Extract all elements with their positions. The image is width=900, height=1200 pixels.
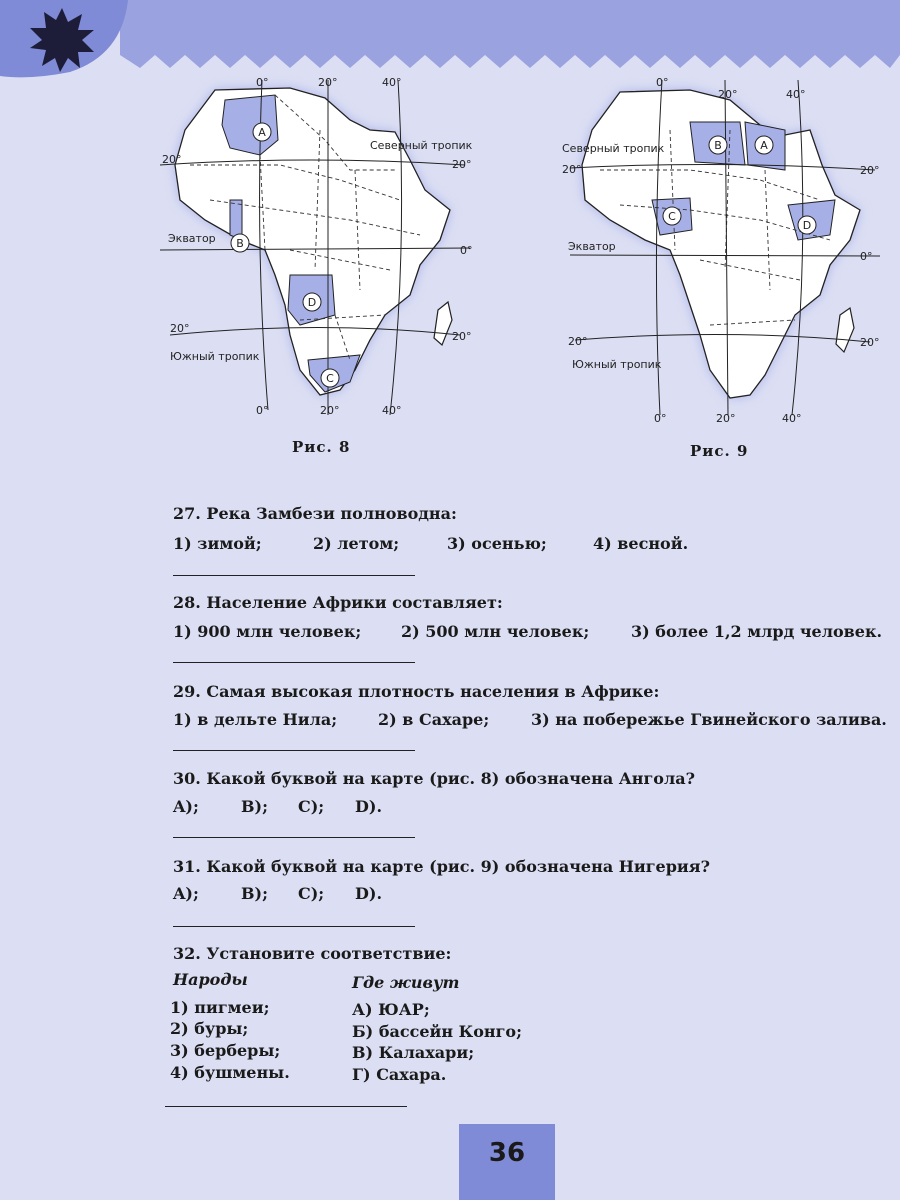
option[interactable]: B); — [241, 797, 268, 816]
marker-b: B — [714, 139, 722, 152]
lon-label: 0° — [256, 404, 269, 417]
question-number: 32. — [173, 944, 201, 963]
matching-right-item: А) ЮАР; — [352, 1000, 430, 1019]
answer-line[interactable] — [173, 750, 415, 751]
option[interactable]: 3) более 1,2 млрд человек. — [631, 622, 883, 641]
question-number: 27. — [173, 504, 201, 523]
lat-label: 20° — [162, 153, 182, 166]
equator-label: Экватор — [568, 240, 616, 253]
lat-label: 0° — [460, 244, 473, 257]
question-number: 31. — [173, 857, 201, 876]
question-28 — [173, 593, 893, 612]
question-text: Какой буквой на карте (рис. 8) обозначена Ангола? — [206, 769, 695, 788]
matching-right-item: В) Калахари; — [352, 1043, 475, 1062]
figure-caption: Рис. 9 — [690, 442, 749, 460]
option[interactable]: D). — [355, 884, 383, 903]
marker-b: B — [236, 237, 244, 250]
option[interactable]: 2) в Сахаре; — [378, 710, 490, 729]
question-text: Река Замбези полноводна: — [206, 504, 457, 523]
lon-label: 0° — [654, 412, 667, 425]
lon-label: 40° — [782, 412, 802, 425]
lon-label: 20° — [318, 76, 338, 89]
question-text: Население Африки составляет: — [206, 593, 503, 612]
header-zigzag-band — [120, 0, 900, 68]
marker-d: D — [307, 296, 317, 309]
answer-line[interactable] — [165, 1106, 407, 1107]
matching-left-item: 1) пигмеи; — [170, 998, 270, 1017]
south-tropic-label: Южный тропик — [572, 358, 662, 371]
matching-left-item: 2) буры; — [170, 1019, 249, 1038]
question-text: Какой буквой на карте (рис. 9) обозначена Нигерия? — [206, 857, 710, 876]
africa-map-fig8 — [150, 70, 480, 430]
option[interactable]: 2) летом; — [313, 534, 400, 553]
lon-label: 40° — [786, 88, 806, 101]
lon-label: 40° — [382, 76, 402, 89]
page-number: 36 — [488, 1138, 526, 1168]
option[interactable]: A); — [173, 884, 199, 903]
africa-outline — [175, 88, 450, 395]
lon-label: 40° — [382, 404, 402, 417]
option[interactable]: 1) зимой; — [173, 534, 262, 553]
marker-a: A — [258, 126, 266, 139]
figure-caption: Рис. 8 — [292, 438, 351, 456]
question-31 — [173, 857, 893, 876]
equator-label: Экватор — [168, 232, 216, 245]
matching-left-heading: Народы — [173, 970, 248, 989]
question-30 — [173, 769, 893, 788]
south-tropic-label: Южный тропик — [170, 350, 260, 363]
lat-label: 20° — [452, 330, 472, 343]
lat-label: 20° — [452, 158, 472, 171]
lat-label: 0° — [860, 250, 873, 263]
matching-right-heading: Где живут — [352, 973, 460, 992]
answer-line[interactable] — [173, 575, 415, 576]
matching-right-item: Б) бассейн Конго; — [352, 1022, 522, 1041]
north-tropic-label: Северный тропик — [370, 139, 473, 152]
lon-label: 20° — [320, 404, 340, 417]
question-27 — [173, 504, 893, 523]
option[interactable]: 1) в дельте Нила; — [173, 710, 338, 729]
lon-label: 0° — [256, 76, 269, 89]
option[interactable]: D). — [355, 797, 383, 816]
marker-c: C — [326, 372, 334, 385]
option[interactable]: A); — [173, 797, 199, 816]
question-number: 29. — [173, 682, 201, 701]
answer-line[interactable] — [173, 837, 415, 838]
north-tropic-label: Северный тропик — [562, 142, 665, 155]
question-29 — [173, 682, 893, 701]
lat-label: 20° — [860, 336, 880, 349]
star-icon — [0, 0, 140, 80]
option[interactable]: B); — [241, 884, 268, 903]
marker-c: C — [668, 210, 676, 223]
marker-a: A — [760, 139, 768, 152]
question-number: 28. — [173, 593, 201, 612]
question-text: Самая высокая плотность населения в Африке: — [206, 682, 660, 701]
option[interactable]: 3) осенью; — [447, 534, 547, 553]
africa-map-fig9 — [560, 70, 890, 430]
lon-label: 0° — [656, 76, 669, 89]
lat-label: 20° — [170, 322, 190, 335]
lon-label: 20° — [718, 88, 738, 101]
option[interactable]: 2) 500 млн человек; — [401, 622, 590, 641]
marker-d: D — [802, 219, 812, 232]
matching-left-item: 4) бушмены. — [170, 1063, 290, 1082]
option[interactable]: 3) на побережье Гвинейского залива. — [531, 710, 887, 729]
matching-right-item: Г) Сахара. — [352, 1065, 447, 1084]
lat-label: 20° — [568, 335, 588, 348]
option[interactable]: 1) 900 млн человек; — [173, 622, 362, 641]
question-text: Установите соответствие: — [206, 944, 452, 963]
lat-label: 20° — [562, 163, 582, 176]
question-32 — [173, 944, 893, 963]
option[interactable]: 4) весной. — [593, 534, 689, 553]
answer-line[interactable] — [173, 662, 415, 663]
question-number: 30. — [173, 769, 201, 788]
lat-label: 20° — [860, 164, 880, 177]
matching-left-item: 3) берберы; — [170, 1041, 281, 1060]
lon-label: 20° — [716, 412, 736, 425]
option[interactable]: C); — [298, 884, 325, 903]
answer-line[interactable] — [173, 926, 415, 927]
option[interactable]: C); — [298, 797, 325, 816]
